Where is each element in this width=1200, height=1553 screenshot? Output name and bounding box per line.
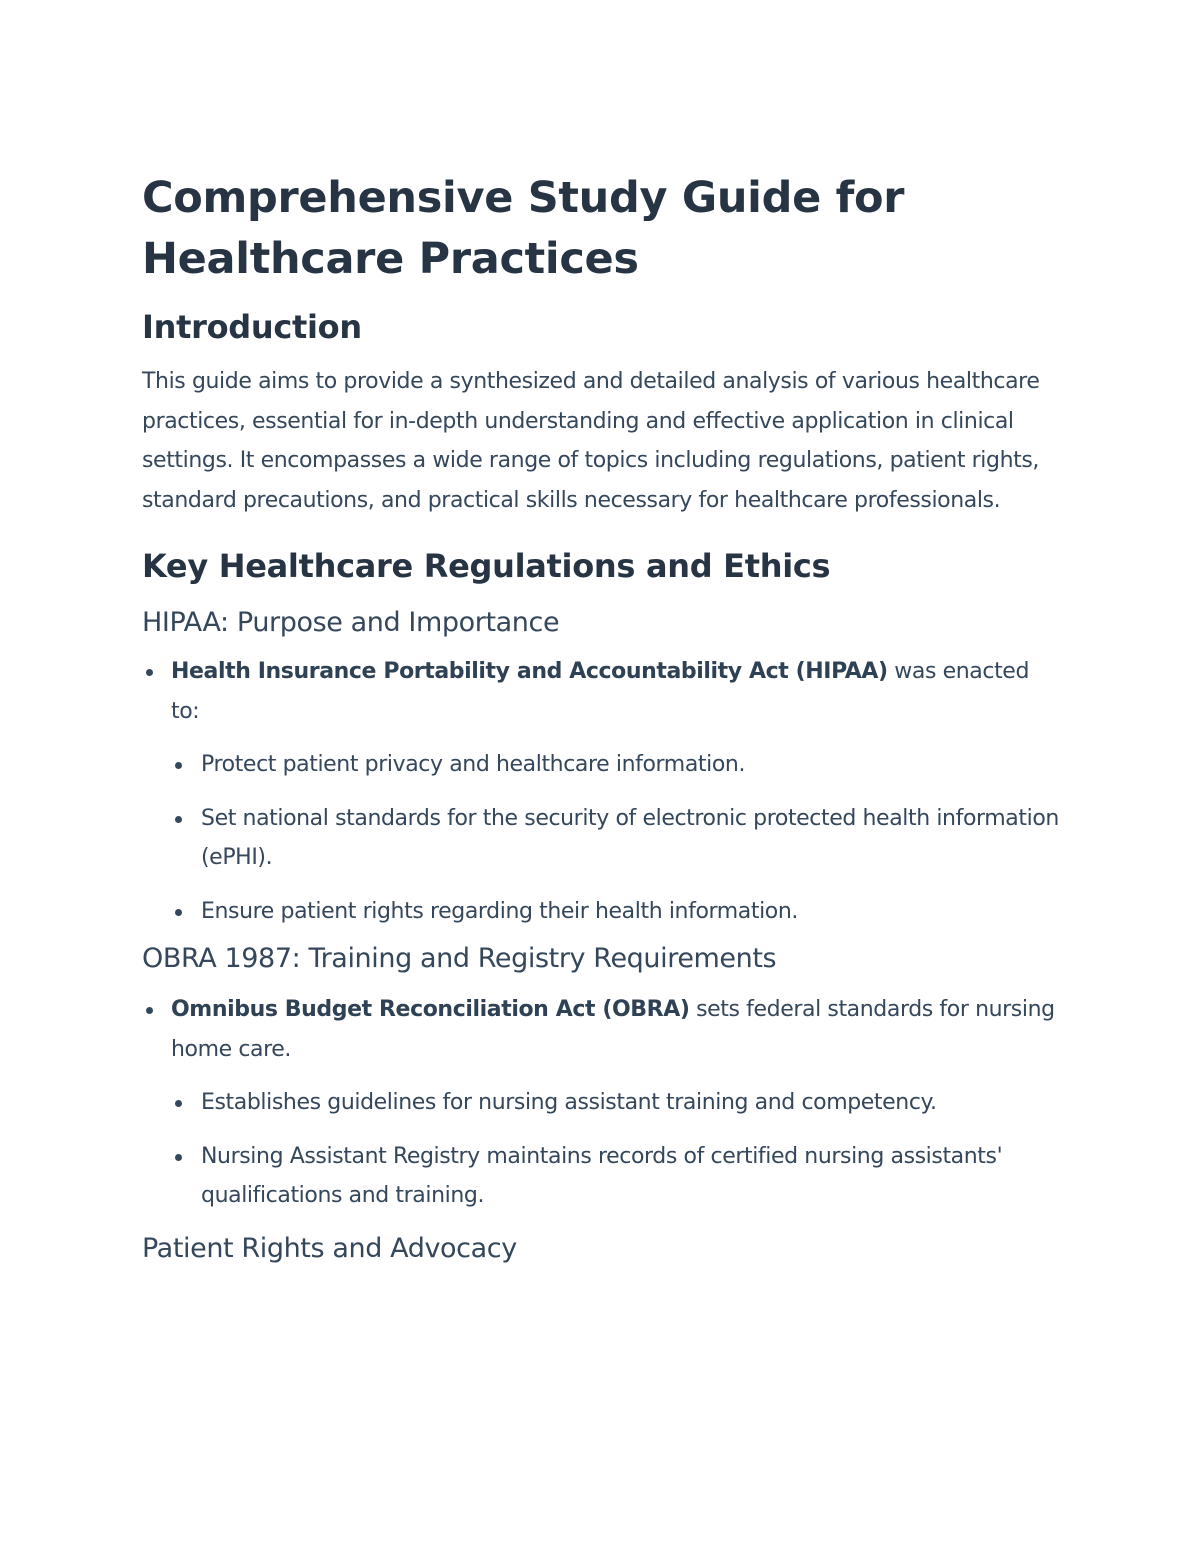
bullet-icon <box>175 762 182 769</box>
obra-heading: OBRA 1987: Training and Registry Requirements <box>142 943 777 974</box>
list-item <box>142 799 1062 878</box>
list-item <box>142 1137 1062 1216</box>
hipaa-item-text: was enacted to: <box>171 659 1030 724</box>
bullet-icon <box>175 1154 182 1161</box>
obra-act-name: Omnibus Budget Reconciliation Act (OBRA) <box>171 997 690 1022</box>
bullet-icon <box>146 669 153 676</box>
obra-subitem: Establishes guidelines for nursing assistant training and competency. <box>201 1090 937 1115</box>
document-title: Comprehensive Study Guide for Healthcare Practices <box>142 173 905 284</box>
list-item <box>142 892 1062 932</box>
hipaa-heading: HIPAA: Purpose and Importance <box>142 607 560 638</box>
hipaa-subitem: Set national standards for the security of electronic protected health information (ePHI). <box>201 805 1059 870</box>
list-item <box>142 745 1062 785</box>
bullet-icon <box>175 1100 182 1107</box>
obra-list <box>142 990 1062 1216</box>
document-page <box>142 168 1062 1267</box>
hipaa-subitem: Ensure patient rights regarding their health information. <box>201 898 799 924</box>
patient-rights-heading: Patient Rights and Advocacy <box>142 1232 517 1264</box>
obra-item-text: sets federal standards for nursing home care. <box>171 997 1055 1062</box>
list-item <box>142 1083 1062 1123</box>
introduction-paragraph: This guide aims to provide a synthesized and detailed analysis of various healthcare practices, essential for in-depth understanding and effective application in clinical settings. It encompasses a wide range of topics including regulations, patient rights, standard precautions, and practical skills necessary for healthcare professionals. <box>142 369 1040 513</box>
introduction-heading: Introduction <box>142 308 362 346</box>
bullet-icon <box>175 909 182 916</box>
hipaa-subitem: Protect patient privacy and healthcare information. <box>201 752 746 777</box>
bullet-icon <box>175 816 182 823</box>
hipaa-act-name: Health Insurance Portability and Accountability Act (HIPAA) <box>171 659 888 684</box>
bullet-icon <box>146 1007 153 1014</box>
list-item <box>142 990 1062 1069</box>
list-item <box>142 652 1062 731</box>
regulations-heading: Key Healthcare Regulations and Ethics <box>142 547 831 585</box>
obra-subitem: Nursing Assistant Registry maintains records of certified nursing assistants' qualifications and training. <box>201 1143 1003 1208</box>
hipaa-list <box>142 652 1062 931</box>
